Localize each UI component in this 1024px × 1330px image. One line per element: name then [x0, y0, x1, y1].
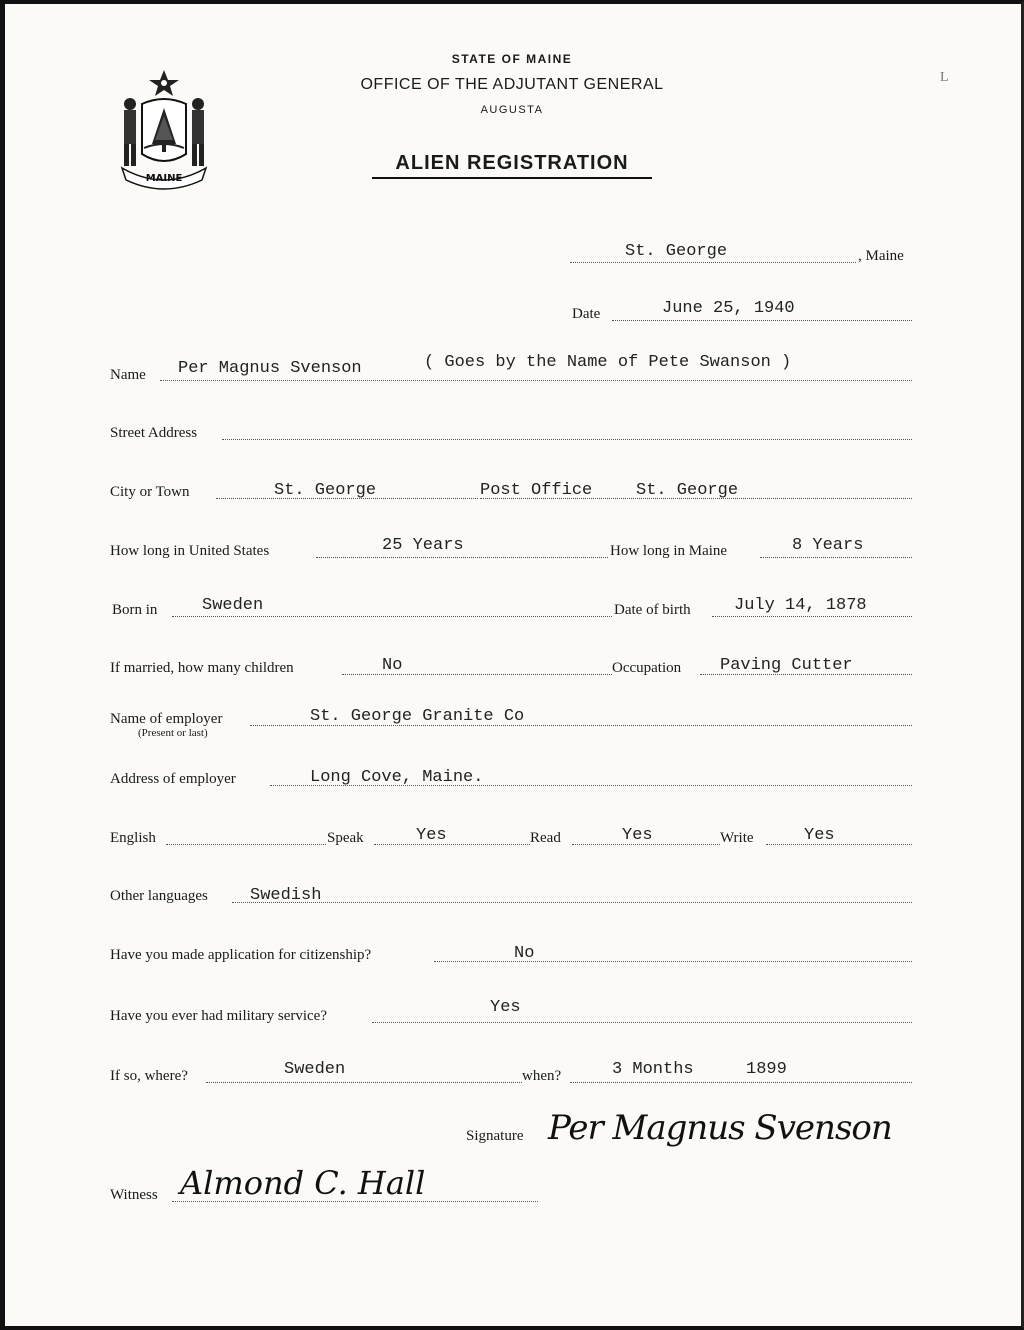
how-long-us-value: 25 Years — [382, 536, 464, 555]
place-line — [570, 262, 856, 263]
english-line — [166, 844, 326, 845]
city-town-label: City or Town — [110, 484, 190, 500]
service-when-value: 3 Months — [612, 1060, 694, 1079]
post-office-label: Post Office — [480, 481, 593, 500]
how-long-us-line — [316, 557, 608, 558]
name-label: Name — [110, 367, 146, 383]
dob-value: July 14, 1878 — [734, 596, 867, 615]
service-year-value: 1899 — [746, 1060, 787, 1079]
name-value: Per Magnus Svenson — [178, 359, 362, 378]
state-heading: STATE OF MAINE — [451, 52, 573, 66]
service-where-line — [206, 1082, 522, 1083]
name-line — [160, 380, 912, 381]
citizenship-value: No — [514, 944, 535, 963]
born-in-line — [172, 616, 612, 617]
service-where-label: If so, where? — [110, 1068, 188, 1084]
other-languages-line — [232, 902, 912, 903]
other-languages-value: Swedish — [250, 886, 322, 905]
how-long-maine-value: 8 Years — [792, 536, 864, 555]
date-line — [612, 320, 912, 321]
citizenship-label: Have you made application for citizenship? — [110, 947, 372, 963]
place-suffix: , Maine — [858, 248, 904, 264]
speak-line — [374, 844, 530, 845]
street-label: Street Address — [110, 425, 198, 441]
employer-address-value: Long Cove, Maine. — [310, 768, 484, 787]
how-long-maine-label: How long in Maine — [610, 543, 728, 559]
street-line — [222, 439, 912, 440]
office-heading: OFFICE OF THE ADJUTANT GENERAL — [360, 76, 664, 93]
speak-value: Yes — [416, 826, 447, 845]
english-label: English — [110, 830, 156, 846]
signature-label: Signature — [466, 1128, 524, 1144]
read-label: Read — [530, 830, 561, 846]
dob-line — [712, 616, 912, 617]
read-value: Yes — [622, 826, 653, 845]
witness-label: Witness — [110, 1187, 158, 1203]
occupation-label: Occupation — [612, 660, 682, 676]
how-long-maine-line — [760, 557, 912, 558]
city-town-value: St. George — [274, 481, 377, 500]
born-in-value: Sweden — [202, 596, 264, 615]
alias-note: ( Goes by the Name of Pete Swanson ) — [424, 353, 792, 372]
military-value: Yes — [490, 998, 521, 1017]
speak-label: Speak — [327, 830, 364, 846]
write-label: Write — [720, 830, 754, 846]
witness-signature: Almond C. Hall — [180, 1164, 426, 1202]
other-languages-label: Other languages — [110, 888, 208, 904]
date-label: Date — [572, 306, 601, 322]
military-line — [372, 1022, 912, 1023]
write-value: Yes — [804, 826, 835, 845]
born-in-label: Born in — [112, 602, 158, 618]
service-when-line — [570, 1082, 912, 1083]
signature-value: Per Magnus Svenson — [548, 1108, 892, 1148]
citizenship-line — [434, 961, 912, 962]
children-label: If married, how many children — [110, 660, 294, 676]
occupation-value: Paving Cutter — [720, 656, 853, 675]
post-office-value: St. George — [636, 481, 739, 500]
corner-mark: L — [940, 70, 949, 85]
seal-text: MAINE — [145, 173, 183, 184]
employer-sublabel: (Present or last) — [138, 727, 208, 739]
dob-label: Date of birth — [614, 602, 691, 618]
place-value: St. George — [625, 242, 728, 261]
date-value: June 25, 1940 — [662, 299, 795, 318]
city-heading: AUGUSTA — [480, 104, 544, 116]
service-where-value: Sweden — [284, 1060, 346, 1079]
how-long-us-label: How long in United States — [110, 543, 270, 559]
military-label: Have you ever had military service? — [110, 1008, 327, 1024]
write-line — [766, 844, 912, 845]
employer-label: Name of employer — [110, 711, 223, 727]
employer-value: St. George Granite Co — [310, 707, 525, 726]
form-title: ALIEN REGISTRATION — [372, 152, 652, 179]
employer-address-label: Address of employer — [110, 771, 236, 787]
service-when-label: when? — [522, 1068, 562, 1084]
children-value: No — [382, 656, 403, 675]
